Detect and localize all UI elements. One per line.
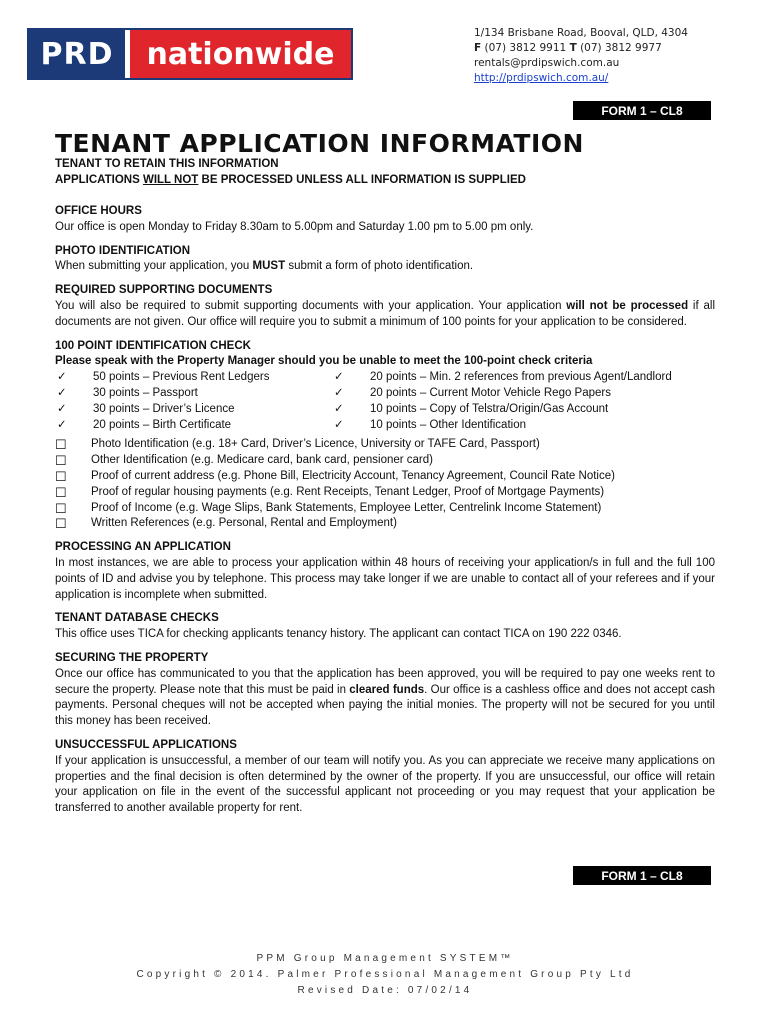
processing-text: In most instances, we are able to process your application within 48 hours of receiving your application/s in full and the full 100 points of ID and advise you by telephone. This process may take longer if we are unable to contact all of your referees and if your application is incomplete when submitted.	[55, 556, 715, 601]
database-heading: TENANT DATABASE CHECKS	[55, 612, 219, 625]
logo-nationwide: nationwide	[130, 30, 351, 78]
point-item-label: 20 points – Birth Certificate	[93, 418, 232, 431]
contact-email: rentals@prdipswich.com.au	[474, 57, 620, 69]
subtitle-emph: WILL NOT	[142, 174, 199, 186]
processing-section	[55, 540, 715, 603]
processing-heading: PROCESSING AN APPLICATION	[55, 541, 231, 554]
database-section	[55, 611, 715, 643]
footer-copyright: Copyright © 2014. Palmer Professional Management Group Pty Ltd	[136, 969, 634, 980]
checklist-label: Other Identification (e.g. Medicare card, bank card, pensioner card)	[91, 454, 433, 467]
point-item-label: 20 points – Current Motor Vehicle Rego Papers	[370, 386, 611, 399]
photo-id-text	[55, 259, 715, 275]
form-tag-top: FORM 1 – CL8	[573, 101, 711, 120]
securing-heading: SECURING THE PROPERTY	[55, 651, 209, 664]
checkbox-icon[interactable]: ☐	[55, 500, 67, 516]
website-link[interactable]: http://prdipswich.com.au/	[474, 72, 609, 84]
contact-block	[474, 26, 688, 86]
checklist-item[interactable]	[55, 453, 715, 469]
checklist-item[interactable]	[55, 437, 715, 453]
contact-phones	[474, 41, 688, 56]
photo-id-pre: When submitting your application, you	[55, 260, 253, 273]
check-icon: ✓	[57, 402, 67, 415]
office-hours-text: Our office is open Monday to Friday 8.30am to 5.00pm and Saturday 1.00 pm to 5.00 pm only.	[55, 220, 534, 233]
securing-emph: cleared funds	[349, 683, 425, 696]
checklist-item[interactable]	[55, 485, 715, 501]
supporting-docs-section	[55, 283, 715, 330]
checkbox-icon[interactable]: ☐	[55, 453, 67, 469]
checklist-label: Written References (e.g. Personal, Rental and Employment)	[91, 517, 397, 530]
point-item	[55, 370, 332, 386]
point-item	[55, 418, 332, 434]
check-icon: ✓	[57, 371, 67, 384]
securing-post: . Our office is a cashless office and does not accept cash payments. Personal cheques will not be accepted when paying the initial monies. The property will not be secured for you until this money has been received.	[55, 683, 715, 728]
fax-number: (07) 3812 9911	[484, 42, 567, 54]
point-item-label: 30 points – Passport	[93, 386, 198, 399]
unsuccessful-heading: UNSUCCESSFUL APPLICATIONS	[55, 738, 237, 751]
checklist-item[interactable]	[55, 469, 715, 485]
main-content	[55, 204, 715, 825]
contact-address: 1/134 Brisbane Road, Booval, QLD, 4304	[474, 27, 688, 39]
checkbox-icon[interactable]: ☐	[55, 468, 67, 484]
point-item	[55, 402, 332, 418]
point-item-label: 20 points – Min. 2 references from previous Agent/Landlord	[370, 371, 672, 384]
check-icon: ✓	[334, 402, 344, 415]
footer-system: PPM Group Management SYSTEM™	[256, 953, 514, 964]
point-item	[332, 386, 715, 402]
checkbox-icon[interactable]: ☐	[55, 516, 67, 532]
photo-id-post: submit a form of photo identification.	[285, 260, 474, 273]
prd-nationwide-logo	[27, 28, 353, 80]
point-item	[55, 386, 332, 402]
office-hours-section	[55, 204, 715, 236]
document-checklist	[55, 437, 715, 532]
check-icon: ✓	[57, 386, 67, 399]
checklist-item[interactable]	[55, 516, 715, 532]
database-text: This office uses TICA for checking applicants tenancy history. The applicant can contact TICA on 190 222 0346.	[55, 628, 622, 641]
point-item-label: 50 points – Previous Rent Ledgers	[93, 371, 270, 384]
point-item	[332, 418, 715, 434]
unsuccessful-text: If your application is unsuccessful, a member of our team will notify you. As you can appreciate we receive many applications on properties and the final decision is often determined by the owner of the property. If you are unsuccessful, our office will retain your application on file in the event of the successful applicant not proceeding or you may request that your application be transferred to another available property for rent.	[55, 754, 715, 815]
footer-revised: Revised Date: 07/02/14	[297, 985, 473, 996]
checklist-label: Proof of regular housing payments (e.g. Rent Receipts, Tenant Ledger, Proof of Mortgage Payments)	[91, 485, 605, 498]
securing-text	[55, 667, 715, 730]
checklist-label: Proof of Income (e.g. Wage Slips, Bank Statements, Employee Letter, Centrelink Income Statement)	[91, 501, 602, 514]
page-title: TENANT APPLICATION INFORMATION	[55, 129, 584, 158]
check-icon: ✓	[334, 386, 344, 399]
point-check-subheading: Please speak with the Property Manager should you be unable to meet the 100-point check criteria	[55, 355, 593, 368]
tel-label: T	[569, 42, 577, 54]
office-hours-heading: OFFICE HOURS	[55, 205, 142, 217]
tel-number: (07) 3812 9977	[580, 42, 662, 54]
check-icon: ✓	[334, 418, 344, 431]
check-icon: ✓	[57, 418, 67, 431]
photo-id-emph: MUST	[252, 260, 286, 273]
supporting-docs-heading: REQUIRED SUPPORTING DOCUMENTS	[55, 284, 273, 297]
unsuccessful-section	[55, 738, 715, 817]
subtitle-pre: APPLICATIONS	[55, 174, 143, 186]
check-icon: ✓	[334, 371, 344, 384]
securing-section	[55, 651, 715, 730]
point-item-label: 30 points – Driver’s Licence	[93, 402, 235, 415]
form-tag-bottom: FORM 1 – CL8	[573, 866, 711, 885]
checklist-label: Proof of current address (e.g. Phone Bill, Electricity Account, Tenancy Agreement, Council Rate Notice)	[91, 469, 615, 482]
supporting-docs-post: if all documents are not given. Our office will require you to submit a minimum of 100 points for your application to be considered.	[55, 299, 715, 328]
photo-id-section	[55, 244, 715, 276]
supporting-docs-text	[55, 299, 715, 331]
subtitle-will-not	[55, 174, 526, 186]
checkbox-icon[interactable]: ☐	[55, 484, 67, 500]
checklist-item[interactable]	[55, 501, 715, 517]
supporting-docs-pre: You will also be required to submit supporting documents with your application. Your application	[55, 299, 567, 312]
logo-prd: PRD	[29, 30, 125, 78]
point-check-heading: 100 POINT IDENTIFICATION CHECK	[55, 339, 251, 352]
subtitle-retain: TENANT TO RETAIN THIS INFORMATION	[55, 158, 279, 170]
point-item-label: 10 points – Other Identification	[370, 418, 526, 431]
checkbox-icon[interactable]: ☐	[55, 437, 67, 453]
supporting-docs-emph: will not be processed	[566, 299, 689, 312]
point-item-label: 10 points – Copy of Telstra/Origin/Gas Account	[370, 402, 609, 415]
point-check-grid	[55, 370, 715, 433]
point-item	[332, 370, 715, 386]
subtitle-post: BE PROCESSED UNLESS ALL INFORMATION IS SUPPLIED	[198, 174, 526, 186]
point-item	[332, 402, 715, 418]
securing-pre: Once our office has communicated to you that the application has been approved, you will be required to pay one weeks rent to secure the property. Please note that this must be paid in	[55, 667, 715, 696]
point-check-section	[55, 339, 715, 434]
photo-id-heading: PHOTO IDENTIFICATION	[55, 244, 191, 257]
fax-label: F	[474, 42, 482, 54]
checklist-label: Photo Identification (e.g. 18+ Card, Driver’s Licence, University or TAFE Card, Passport)	[91, 438, 540, 451]
